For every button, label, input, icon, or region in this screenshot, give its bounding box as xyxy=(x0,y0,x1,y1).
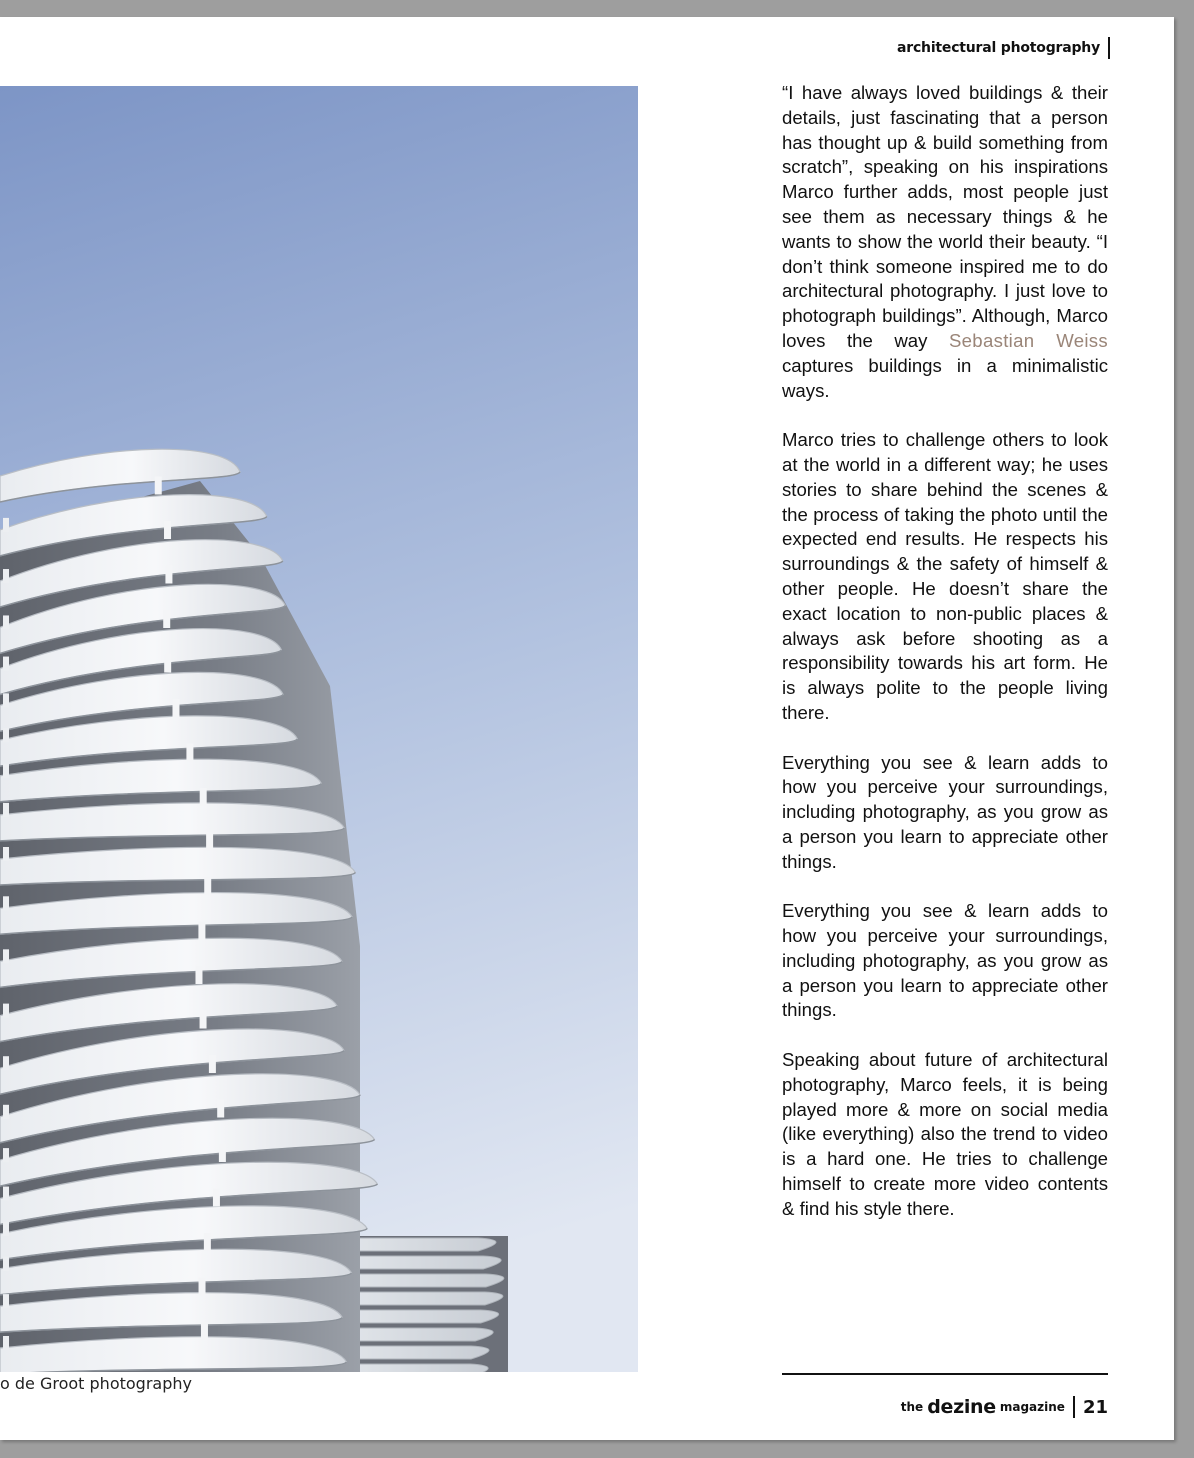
balcony-column xyxy=(163,610,170,628)
header-divider xyxy=(1108,37,1110,59)
balcony-column xyxy=(217,1100,224,1118)
balcony-column xyxy=(198,922,205,940)
photographer-link[interactable]: Sebastian Weiss xyxy=(948,329,1108,351)
footer-brand: dezine xyxy=(927,1396,996,1418)
balcony-column xyxy=(3,1004,9,1018)
page-number: 21 xyxy=(1082,1396,1108,1418)
balcony-column xyxy=(3,1056,9,1070)
balcony-column xyxy=(204,877,211,895)
small-tower-balcony xyxy=(358,1310,499,1323)
paragraph-1 xyxy=(782,81,1108,403)
balcony-column xyxy=(195,966,202,984)
balcony-column xyxy=(155,477,162,495)
paragraph-2: Marco tries to challenge others to look at the world in a different way; he uses stories to share behind the scenes & the process of taking the photo until the expected end results. He respects his surroundings & the safety of himself & other people. He doesn’t share the exact location to non-public places & always ask before shooting as a responsibility towards his art form. He is always polite to the people living there. xyxy=(782,429,1108,723)
balcony-column xyxy=(3,1257,9,1271)
footer-rule xyxy=(782,1373,1108,1375)
building-illustration xyxy=(0,86,638,1372)
balcony-column xyxy=(3,615,9,629)
small-tower-balcony xyxy=(358,1274,504,1287)
balcony-column xyxy=(3,1148,9,1162)
paragraph-5: Speaking about future of architectural photography, Marco feels, it is being played more & more on social media (like everything) also the trend to video is a hard one. He tries to challenge himself to create more video contents & find his style there. xyxy=(782,1049,1108,1219)
building-photo xyxy=(0,86,638,1372)
balcony-column xyxy=(3,803,9,817)
balcony-column xyxy=(204,1233,211,1251)
footer-magazine: magazine xyxy=(999,1400,1065,1414)
balcony-column xyxy=(172,699,179,717)
balcony-column xyxy=(209,1055,216,1073)
balcony-column xyxy=(199,1278,206,1296)
balcony-column xyxy=(206,833,213,851)
paragraph-1-end: captures buildings in a minimalistic ways. xyxy=(782,354,1108,401)
section-title: architectural photography xyxy=(897,40,1100,56)
small-tower-balcony xyxy=(358,1328,493,1341)
balcony-column xyxy=(200,1011,207,1029)
small-tower-balcony xyxy=(358,1256,501,1269)
balcony-column xyxy=(164,521,171,539)
photo-credit: o de Groot photography xyxy=(0,1374,192,1393)
section-header xyxy=(897,37,1110,59)
small-tower-balcony xyxy=(358,1364,488,1372)
magazine-page xyxy=(0,17,1174,1440)
balcony-column xyxy=(186,744,193,762)
balcony-column xyxy=(3,657,9,671)
footer-the: the xyxy=(900,1400,924,1414)
balcony-column xyxy=(3,1336,9,1350)
balcony-column xyxy=(3,693,9,707)
balcony-column xyxy=(3,1222,9,1236)
balcony-column xyxy=(3,1294,9,1308)
balcony-column xyxy=(3,764,9,778)
footer-divider xyxy=(1073,1396,1075,1418)
balcony-column xyxy=(3,847,9,861)
balcony-column xyxy=(3,518,9,532)
small-tower-balcony xyxy=(358,1346,489,1359)
paragraph-3: Everything you see & learn adds to how you perceive your surroundings, including photography, as you grow as a person you learn to appreciate other things. xyxy=(782,751,1108,872)
balcony-column xyxy=(3,896,9,910)
balcony-column xyxy=(213,1189,220,1207)
paragraph-1-text: “I have always loved buildings & their details, just fascinating that a person has thought up & build something from scratch”, speaking on his inspirations Marco further adds, most people just see them as necessary things & he wants to show the world their beauty. “I don’t think someone inspired me to do architectural photography. I just love to photograph buildings”. Although, Marco loves the way xyxy=(782,82,1108,351)
paragraph-4: Everything you see & learn adds to how you perceive your surroundings, including photography, as you grow as a person you learn to appreciate other things. xyxy=(782,900,1108,1021)
article-body xyxy=(782,81,1108,1246)
small-tower xyxy=(358,1236,508,1372)
balcony-column xyxy=(3,949,9,963)
small-tower-balcony xyxy=(358,1238,496,1251)
balcony-column xyxy=(3,569,9,583)
balcony-column xyxy=(3,1187,9,1201)
balcony-column xyxy=(200,788,207,806)
balcony-column xyxy=(219,1144,226,1162)
balcony-column xyxy=(3,1105,9,1119)
small-tower-balcony xyxy=(358,1292,503,1305)
balcony-column xyxy=(3,728,9,742)
balcony-column xyxy=(164,655,171,673)
page-footer xyxy=(901,1396,1108,1418)
balcony-column xyxy=(165,566,172,584)
balcony-column xyxy=(201,1322,208,1340)
